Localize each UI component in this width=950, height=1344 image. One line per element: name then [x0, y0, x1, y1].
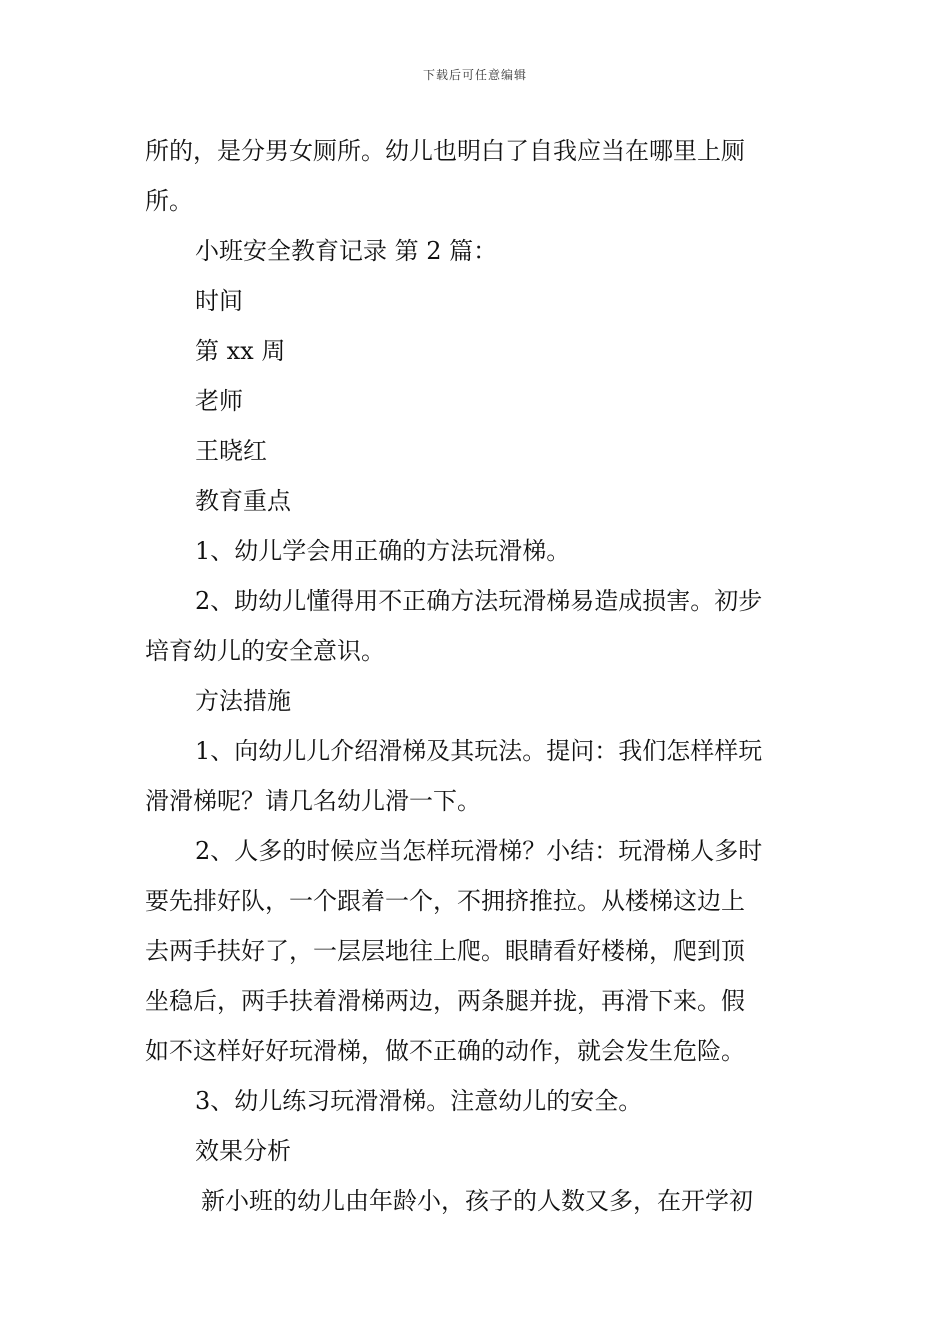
focus-item-1	[145, 526, 807, 576]
label-effect-analysis	[145, 1126, 807, 1176]
text-line: 坐稳后，两手扶着滑梯两边，两条腿并拢，再滑下来。假	[145, 987, 745, 1015]
text-line: 效果分析	[195, 1137, 291, 1165]
text-line: 方法措施	[195, 687, 291, 715]
page-header-note: 下载后可任意编辑	[422, 68, 527, 82]
text-line: 小班安全教育记录 第 2 篇：	[195, 237, 498, 265]
text-line: 2、助幼儿懂得用不正确方法玩滑梯易造成损害。初步	[195, 587, 763, 615]
text-line: 所。	[145, 187, 193, 215]
label-teacher	[145, 376, 807, 426]
text-line: 如不这样好好玩滑梯，做不正确的动作，就会发生危险。	[145, 1037, 745, 1065]
focus-item-2	[145, 576, 807, 676]
text-line: 王晓红	[195, 437, 267, 465]
section-title	[145, 226, 807, 276]
text-line: 老师	[195, 387, 243, 415]
text-line: 所的，是分男女厕所。幼儿也明白了自我应当在哪里上厕	[145, 137, 745, 165]
text-line: 去两手扶好了，一层层地往上爬。眼睛看好楼梯，爬到顶	[145, 937, 745, 965]
text-line: 要先排好队，一个跟着一个，不拥挤推拉。从楼梯这边上	[145, 887, 745, 915]
text-line: 2、人多的时候应当怎样玩滑梯？小结：玩滑梯人多时	[195, 837, 763, 865]
method-item-1	[145, 726, 807, 826]
value-teacher-name	[145, 426, 807, 476]
text-line: 时间	[195, 287, 243, 315]
text-line: 新小班的幼儿由年龄小，孩子的人数又多，在开学初	[201, 1187, 753, 1215]
text-line: 教育重点	[195, 487, 291, 515]
document-body	[145, 126, 807, 1226]
text-line: 第 xx 周	[195, 337, 286, 365]
text-line: 1、幼儿学会用正确的方法玩滑梯。	[195, 537, 571, 565]
label-methods	[145, 676, 807, 726]
text-line: 3、幼儿练习玩滑滑梯。注意幼儿的安全。	[195, 1087, 643, 1115]
value-week	[145, 326, 807, 376]
text-line: 滑滑梯呢？请几名幼儿滑一下。	[145, 787, 481, 815]
method-item-2	[145, 826, 807, 1076]
paragraph-1	[145, 126, 807, 226]
effect-paragraph	[145, 1176, 807, 1226]
label-education-focus	[145, 476, 807, 526]
label-time	[145, 276, 807, 326]
text-line: 1、向幼儿儿介绍滑梯及其玩法。提问：我们怎样样玩	[195, 737, 763, 765]
text-line: 培育幼儿的安全意识。	[145, 637, 385, 665]
method-item-3	[145, 1076, 807, 1126]
